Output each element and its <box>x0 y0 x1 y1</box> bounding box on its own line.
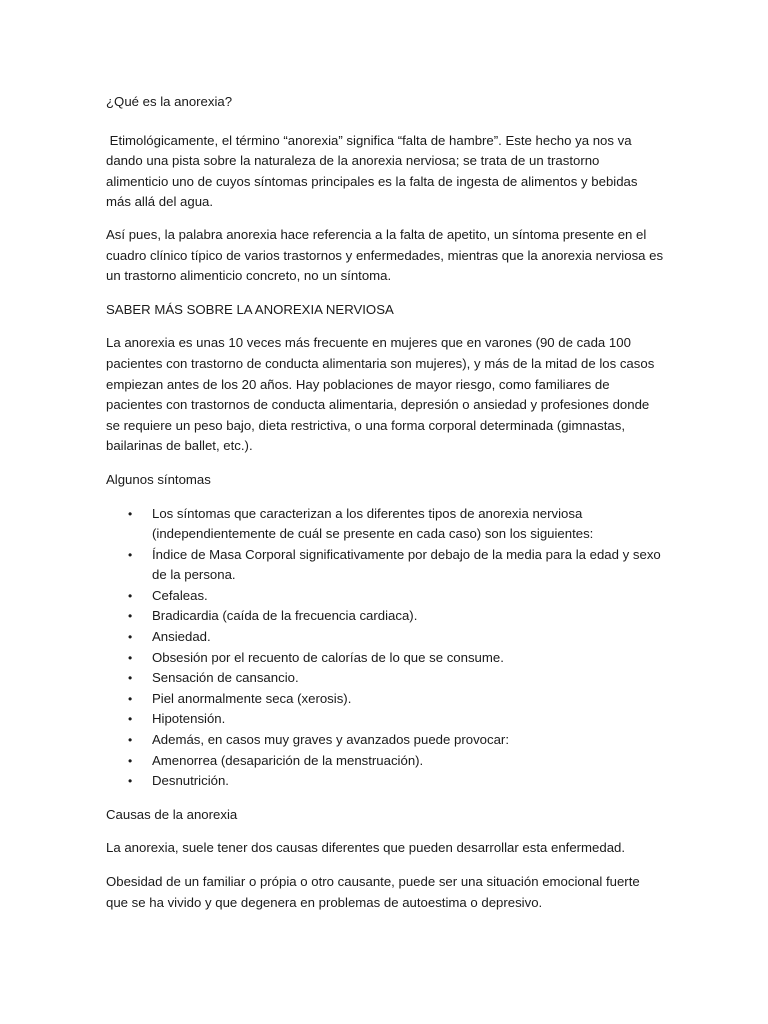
list-item <box>106 545 664 586</box>
list-item <box>106 771 664 792</box>
saber-mas-paragraph: La anorexia es unas 10 veces más frecuente en mujeres que en varones (90 de cada 100 pacientes con trastorno de conducta alimentaria son mujeres), y más de la mitad de los casos empiezan antes de los 20 años. Hay poblaciones de mayor riesgo, como familiares de pacientes con trastornos de conducta alimentaria, depresión o ansiedad y profesiones donde se requiere un peso bajo, dieta restrictiva, o una forma corporal determinada (gimnastas, bailarinas de ballet, etc.). <box>106 335 655 454</box>
list-item <box>106 586 664 607</box>
list-item-text: Además, en casos muy graves y avanzados puede provocar: <box>152 732 509 748</box>
section-heading-saber-mas: SABER MÁS SOBRE LA ANOREXIA NERVIOSA <box>106 301 394 317</box>
bullet-icon: • <box>128 609 133 624</box>
list-item-text: Cefaleas. <box>152 587 208 603</box>
causas-paragraph-obesidad: Obesidad de un familiar o própia o otro causante, puede ser una situación emocional fuerte que se ha vivido y que degenera en problemas de autoestima o depresivo. <box>106 874 640 910</box>
bullet-icon: • <box>128 547 133 562</box>
list-item <box>106 730 664 751</box>
causas-paragraph-dos-causas: La anorexia, suele tener dos causas diferentes que pueden desarrollar esta enfermedad. <box>106 840 626 856</box>
page-title: ¿Qué es la anorexia? <box>106 94 233 109</box>
symptoms-list <box>106 504 664 792</box>
list-item <box>106 751 664 772</box>
bullet-icon: • <box>128 753 133 768</box>
list-item <box>106 504 664 545</box>
list-item <box>106 606 664 627</box>
bullet-icon: • <box>128 630 133 645</box>
list-item-text: Piel anormalmente seca (xerosis). <box>152 690 352 706</box>
list-item-text: Hipotensión. <box>152 711 226 727</box>
list-item <box>106 627 664 648</box>
bullet-icon: • <box>128 506 133 521</box>
section-heading-sintomas: Algunos síntomas <box>106 471 211 487</box>
bullet-icon: • <box>128 671 133 686</box>
list-item-text: Desnutrición. <box>152 773 229 789</box>
bullet-icon: • <box>128 733 133 748</box>
bullet-icon: • <box>128 712 133 727</box>
intro-paragraph-apetito: Así pues, la palabra anorexia hace referencia a la falta de apetito, un síntoma presente en el cuadro clínico típico de varios trastornos y enfermedades, mientras que la anorexia nerviosa es un trastorno alimenticio concreto, no un síntoma. <box>106 226 664 284</box>
list-item <box>106 689 664 710</box>
section-heading-causas: Causas de la anorexia <box>106 806 238 822</box>
list-item <box>106 709 664 730</box>
list-item-text: Índice de Masa Corporal significativamente por debajo de la media para la edad y sexo de la persona. <box>152 546 661 583</box>
bullet-icon: • <box>128 774 133 789</box>
bullet-icon: • <box>128 588 133 603</box>
intro-paragraph-etimologia: Etimológicamente, el término “anorexia” significa “falta de hambre”. Este hecho ya nos va dando una pista sobre la naturaleza de la anorexia nerviosa; se trata de un trastorno alimenticio uno de cuyos síntomas principales es la falta de ingesta de alimentos y bebidas más allá del agua. <box>106 132 642 210</box>
list-item-text: Los síntomas que caracterizan a los diferentes tipos de anorexia nerviosa (independientemente de cuál se presente en cada caso) son los siguientes: <box>152 505 594 542</box>
list-item <box>106 648 664 669</box>
list-item-text: Amenorrea (desaparición de la menstruación). <box>152 752 424 768</box>
list-item-text: Sensación de cansancio. <box>152 670 299 686</box>
list-item-text: Obsesión por el recuento de calorías de lo que se consume. <box>152 649 504 665</box>
bullet-icon: • <box>128 650 133 665</box>
list-item-text: Bradicardia (caída de la frecuencia cardiaca). <box>152 608 418 624</box>
list-item-text: Ansiedad. <box>152 629 211 645</box>
bullet-icon: • <box>128 691 133 706</box>
list-item <box>106 668 664 689</box>
